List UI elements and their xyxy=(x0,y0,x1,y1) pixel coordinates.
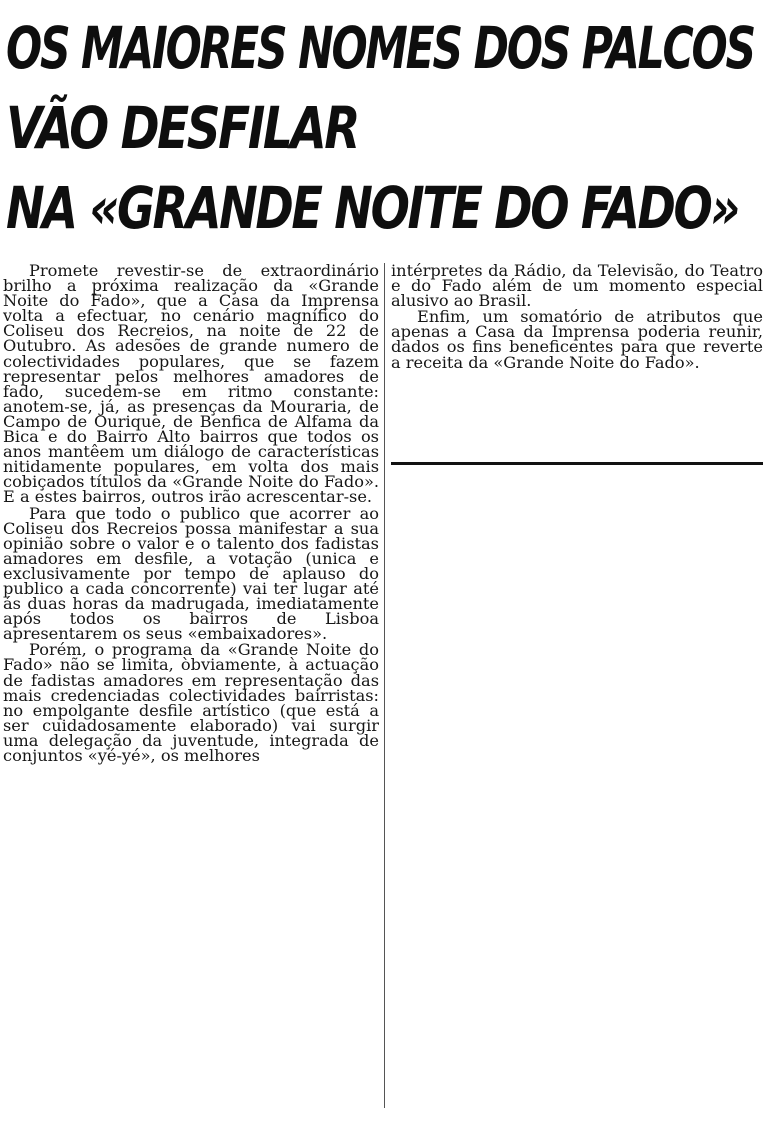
paragraph: Promete revestir-se de extraordinário brilho a próxima realização da «Grande Noite do Fado», que a Casa da Imprensa volta a efectuar, no cenário magnífico do Coliseu dos Recreios, na noite de 22 de Outubro. As adesões de grande numero de colectividades populares, que se fazem representar pelos melhores amadores de fado, sucedem-se em ritmo constante: anotem-se, já, as presenças da Mouraria, de Campo de Ourique, de Benfica de Alfama da Bica e do Bairro Alto bairros que todos os anos mantêem um diálogo de características nitidamente populares, em volta dos mais cobiçados títulos da «Grande Noite do Fado». E a estes bairros, outros irão acrescentar-se. xyxy=(3,261,379,507)
headline-line-2: VÃO DESFILAR xyxy=(6,94,358,162)
paragraph: Porém, o programa da «Grande Noite do Fado» não se limita, òbviamente, à actuação de fadistas amadores em representação das mais credenciadas colectividades bairristas: no empolgante desfile artístico (que está a ser cuidadosamente elaborado) vai surgir uma delegação da juventude, integrada de conjuntos «yé-yé», os melhores xyxy=(3,640,379,765)
headline-line-1: OS MAIORES NOMES DOS PALCOS xyxy=(6,14,754,82)
paragraph: Enfim, um somatório de atributos que apenas a Casa da Imprensa poderia reunir, dados os fins beneficentes para que reverte a receita da «Grande Noite do Fado». xyxy=(391,307,763,372)
article-column-right xyxy=(391,263,763,370)
article-column-left xyxy=(3,263,379,763)
headline xyxy=(6,8,774,248)
headline-line-3: NA «GRANDE NOITE DO FADO» xyxy=(6,174,738,242)
paragraph: Para que todo o publico que acorrer ao Coliseu dos Recreios possa manifestar a sua opinião sobre o valor e o talento dos fadistas amadores em desfile, a votação (unica e exclusivamente por tempo de aplauso do publico a cada concorrente) vai ter lugar até ás duas horas da madrugada, imediatamente após todos os bairros de Lisboa apresentarem os seus «embaixadores». xyxy=(3,503,379,644)
end-of-article-rule xyxy=(391,462,763,465)
paragraph-continued: intérpretes da Rádio, da Televisão, do Teatro e do Fado além de um momento especial alusivo ao Brasil. xyxy=(391,261,763,311)
column-divider xyxy=(384,263,385,1108)
